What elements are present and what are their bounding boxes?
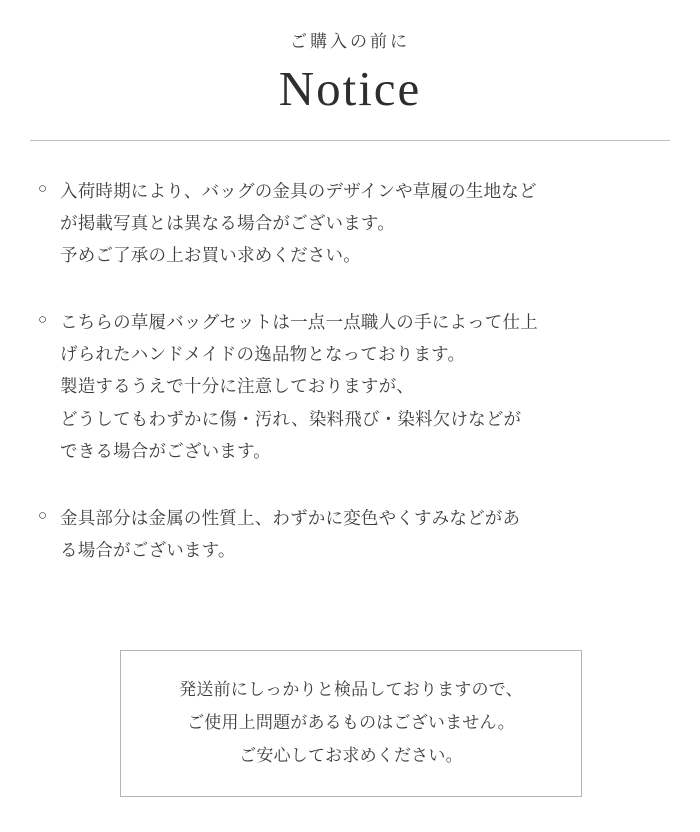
page-title: Notice [278,61,422,117]
notice-line: どうしてもわずかに傷・汚れ、染料飛び・染料欠けなどが [60,408,522,429]
notice-line: る場合がございます。 [60,539,236,560]
header-divider [30,140,670,141]
notice-line [38,306,666,338]
bullet-marker: ○ [38,310,48,328]
notice-line [38,502,666,534]
header-subtitle: ご購入の前に [290,32,410,51]
notice-list [28,175,672,567]
notice-line: 製造するうえで十分に注意しておりますが、 [60,376,414,397]
notice-line [38,175,666,207]
notice-line-text: 金具部分は金属の性質上、わずかに変色やくすみなどがあ [60,507,521,528]
notice-line: が掲載写真とは異なる場合がございます。 [60,212,395,233]
notice-line: 予めご了承の上お買い求めください。 [60,245,361,266]
notice-item [38,175,666,272]
callout-line: 発送前にしっかりと検品しておりますので、 [179,680,523,699]
bullet-marker: ○ [38,179,48,197]
callout-line: ご安心してお求めください。 [239,746,463,766]
notice-line: できる場合がございます。 [60,441,271,462]
notice-line-text: 入荷時期により、バッグの金具のデザインや草履の生地など [60,180,537,201]
callout-line: ご使用上問題があるものはございません。 [187,713,515,733]
notice-item [38,306,666,468]
notice-line-text: こちらの草履バッグセットは一点一点職人の手によって仕上 [60,311,538,332]
bullet-marker: ○ [38,506,48,524]
page-header [28,0,672,118]
notice-line: げられたハンドメイドの逸品物となっております。 [60,344,466,365]
callout-box [120,650,582,797]
notice-item [38,502,666,567]
